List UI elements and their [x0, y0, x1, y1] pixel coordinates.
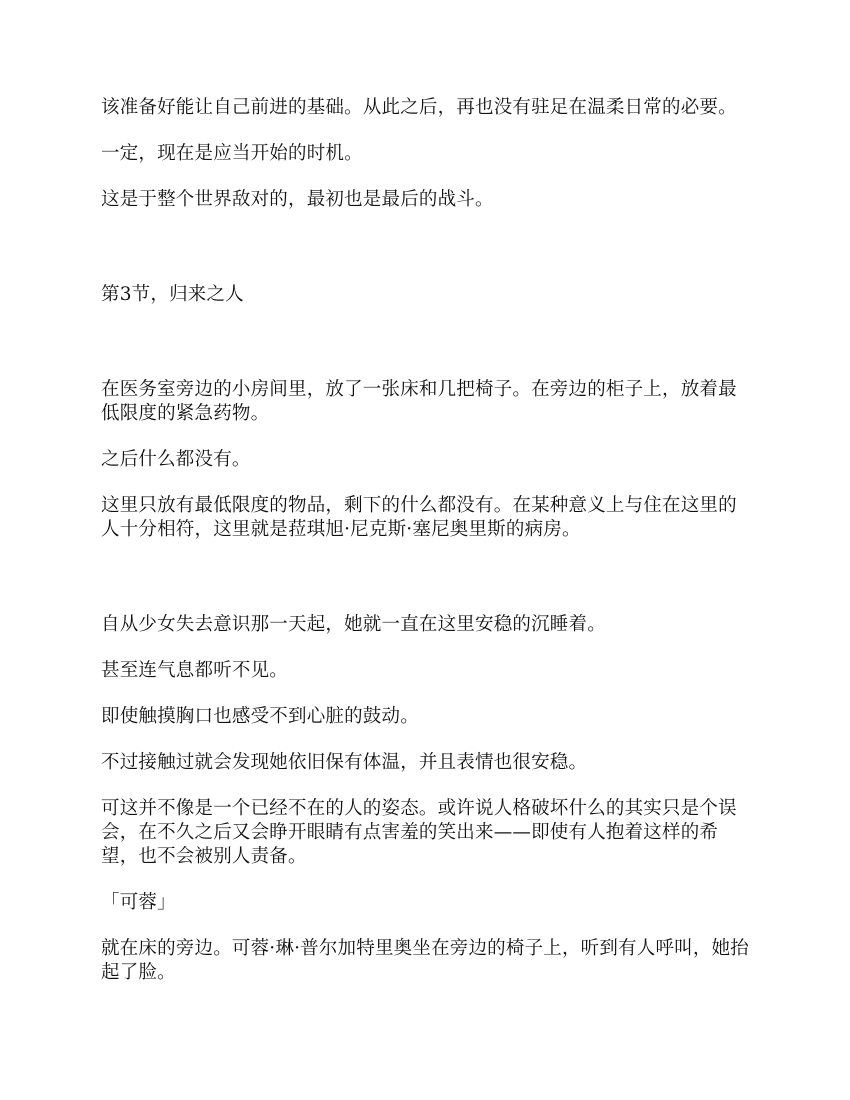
paragraph: 在医务室旁边的小房间里，放了一张床和几把椅子。在旁边的柜子上，放着最低限度的紧急药物。: [101, 379, 737, 424]
paragraph: 这里只放有最低限度的物品，剩下的什么都没有。在某种意义上与住在这里的人十分相符，这里就是菈琪旭·尼克斯·塞尼奥里斯的病房。: [101, 495, 737, 540]
paragraph: 该准备好能让自己前进的基础。从此之后，再也没有驻足在温柔日常的必要。: [101, 97, 737, 118]
paragraph: 就在床的旁边。可蓉·琳·普尔加特里奥坐在旁边的椅子上，听到有人呼叫，她抬起了脸。: [101, 938, 749, 983]
paragraph: 这是于整个世界敌对的，最初也是最后的战斗。: [101, 189, 494, 210]
paragraph: 甚至连气息都听不见。: [101, 660, 289, 681]
paragraph: 一定，现在是应当开始的时机。: [101, 143, 363, 164]
paragraph: 可这并不像是一个已经不在的人的姿态。或许说人格破坏什么的其实只是个误会，在不久之后又会睁开眼睛有点害羞的笑出来——即使有人抱着这样的希望，也不会被别人责备。: [101, 798, 737, 867]
paragraph: 不过接触过就会发现她依旧保有体温，并且表情也很安稳。: [101, 752, 588, 773]
paragraph: 自从少女失去意识那一天起，她就一直在这里安稳的沉睡着。: [101, 614, 606, 635]
document-page: [101, 96, 751, 985]
dialogue-line: 「可蓉」: [101, 892, 176, 913]
paragraph: 即使触摸胸口也感受不到心脏的鼓动。: [101, 706, 419, 727]
section-heading: 第3节，归来之人: [101, 284, 244, 305]
paragraph: 之后什么都没有。: [101, 449, 251, 470]
